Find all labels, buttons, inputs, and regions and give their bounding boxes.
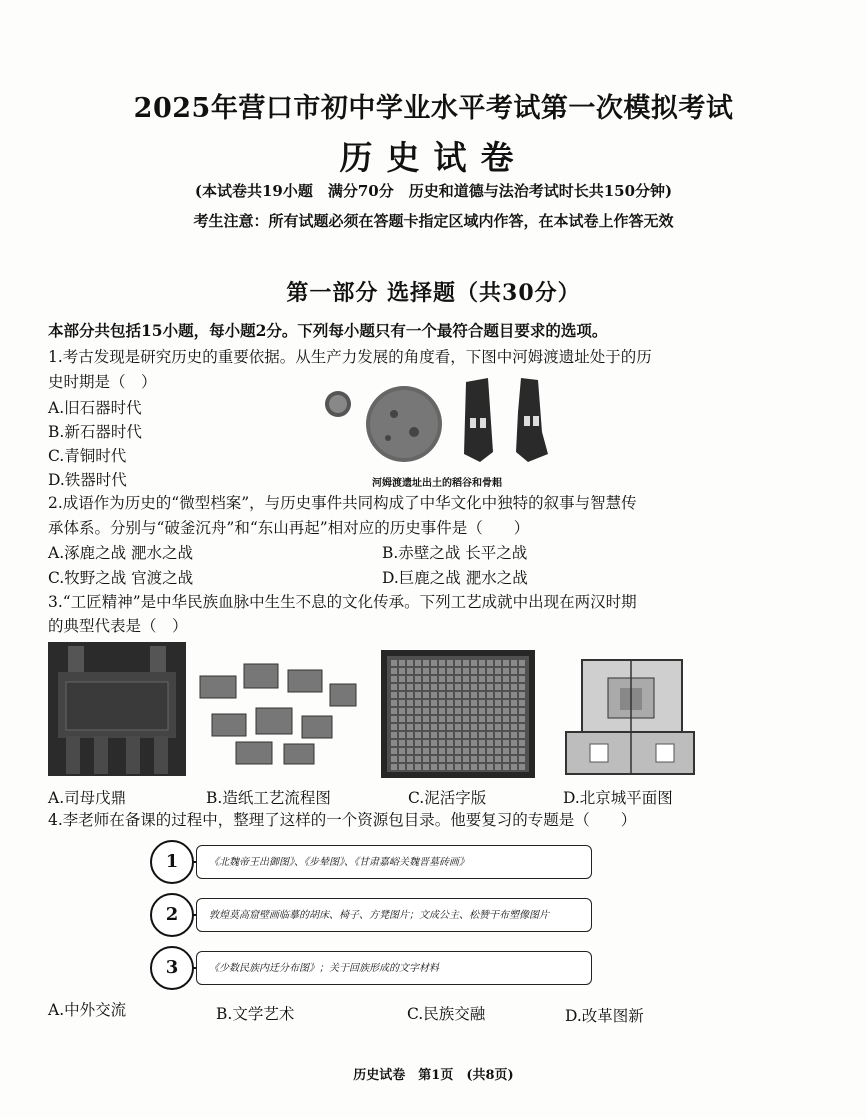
q1-option-d: D.铁器时代 [48,471,127,489]
toc-number-1: 1 [150,840,194,884]
part1-heading: 第一部分 选择题（共30分） [286,280,581,306]
q2-stem-line2: 承体系。分别与“破釜沉舟”和“东山再起”相对应的历史事件是（ ） [48,519,530,537]
q3-option-c: C.泥活字版 [408,789,487,807]
exam-subtitle: 历史试卷 [339,138,528,177]
q3-option-a: A.司母戊鼎 [48,789,127,807]
q4-option-d: D.改革图新 [565,1007,644,1025]
q4-option-c: C.民族交融 [407,1005,486,1023]
q4-option-a: A.中外交流 [48,1001,127,1019]
exam-info: (本试卷共19小题 满分70分 历史和道德与法治考试时长共150分钟) [194,182,673,200]
q2-option-d: D.巨鹿之战 淝水之战 [382,569,528,587]
q4-option-b: B.文学艺术 [216,1005,295,1023]
clay-movable-type-image [381,650,535,778]
q3-stem-line2: 的典型代表是（ ） [48,617,188,635]
toc-number-3: 3 [150,946,194,990]
q3-option-b: B.造纸工艺流程图 [206,789,331,807]
toc-item-text-3: 《少数民族内迁分布图》；关于回族形成的文字材料 [196,951,592,985]
papermaking-process-image [192,654,360,772]
toc-item-text-2: 敦煌莫高窟壁画临摹的胡床、椅子、方凳图片；文成公主、松赞干布塑像图片 [196,898,592,932]
exam-title: 2025年营口市初中学业水平考试第一次模拟考试 [133,93,734,124]
q1-stem-line1: 1.考古发现是研究历史的重要依据。从生产力发展的角度看，下图中河姆渡遗址处于的历 [48,348,652,366]
q1-image-caption: 河姆渡遗址出土的稻谷和骨耜 [372,478,502,489]
q2-option-b: B.赤壁之战 长平之战 [382,544,528,562]
exam-notice: 考生注意：所有试题必须在答题卡指定区域内作答，在本试卷上作答无效 [193,212,674,230]
page-footer: 历史试卷 第1页 (共8页) [353,1068,514,1083]
rice-and-bone-tools-image [318,372,558,472]
simuwu-ding-image [48,642,186,776]
q2-option-a: A.涿鹿之战 淝水之战 [48,544,194,562]
beijing-city-plan-image [560,654,700,778]
q1-option-a: A.旧石器时代 [48,399,142,417]
part1-instruction: 本部分共包括15小题，每小题2分。下列每小题只有一个最符合题目要求的选项。 [48,321,608,340]
q3-option-d: D.北京城平面图 [563,789,673,807]
toc-item-text-1: 《北魏帝王出御图》、《步辇图》、《甘肃嘉峪关魏晋墓砖画》 [196,845,592,879]
q1-option-c: C.青铜时代 [48,447,127,465]
q3-stem-line1: 3.“工匠精神”是中华民族血脉中生生不息的文化传承。下列工艺成就中出现在两汉时期 [48,593,637,611]
q1-option-b: B.新石器时代 [48,423,142,441]
q1-stem-line2: 史时期是（ ） [48,373,157,391]
q2-option-c: C.牧野之战 官渡之战 [48,569,194,587]
q2-stem-line1: 2.成语作为历史的“微型档案”，与历史事件共同构成了中华文化中独特的叙事与智慧传 [48,494,637,512]
toc-number-2: 2 [150,893,194,937]
q4-stem: 4.李老师在备课的过程中，整理了这样的一个资源包目录。他要复习的专题是（ ） [48,811,637,829]
